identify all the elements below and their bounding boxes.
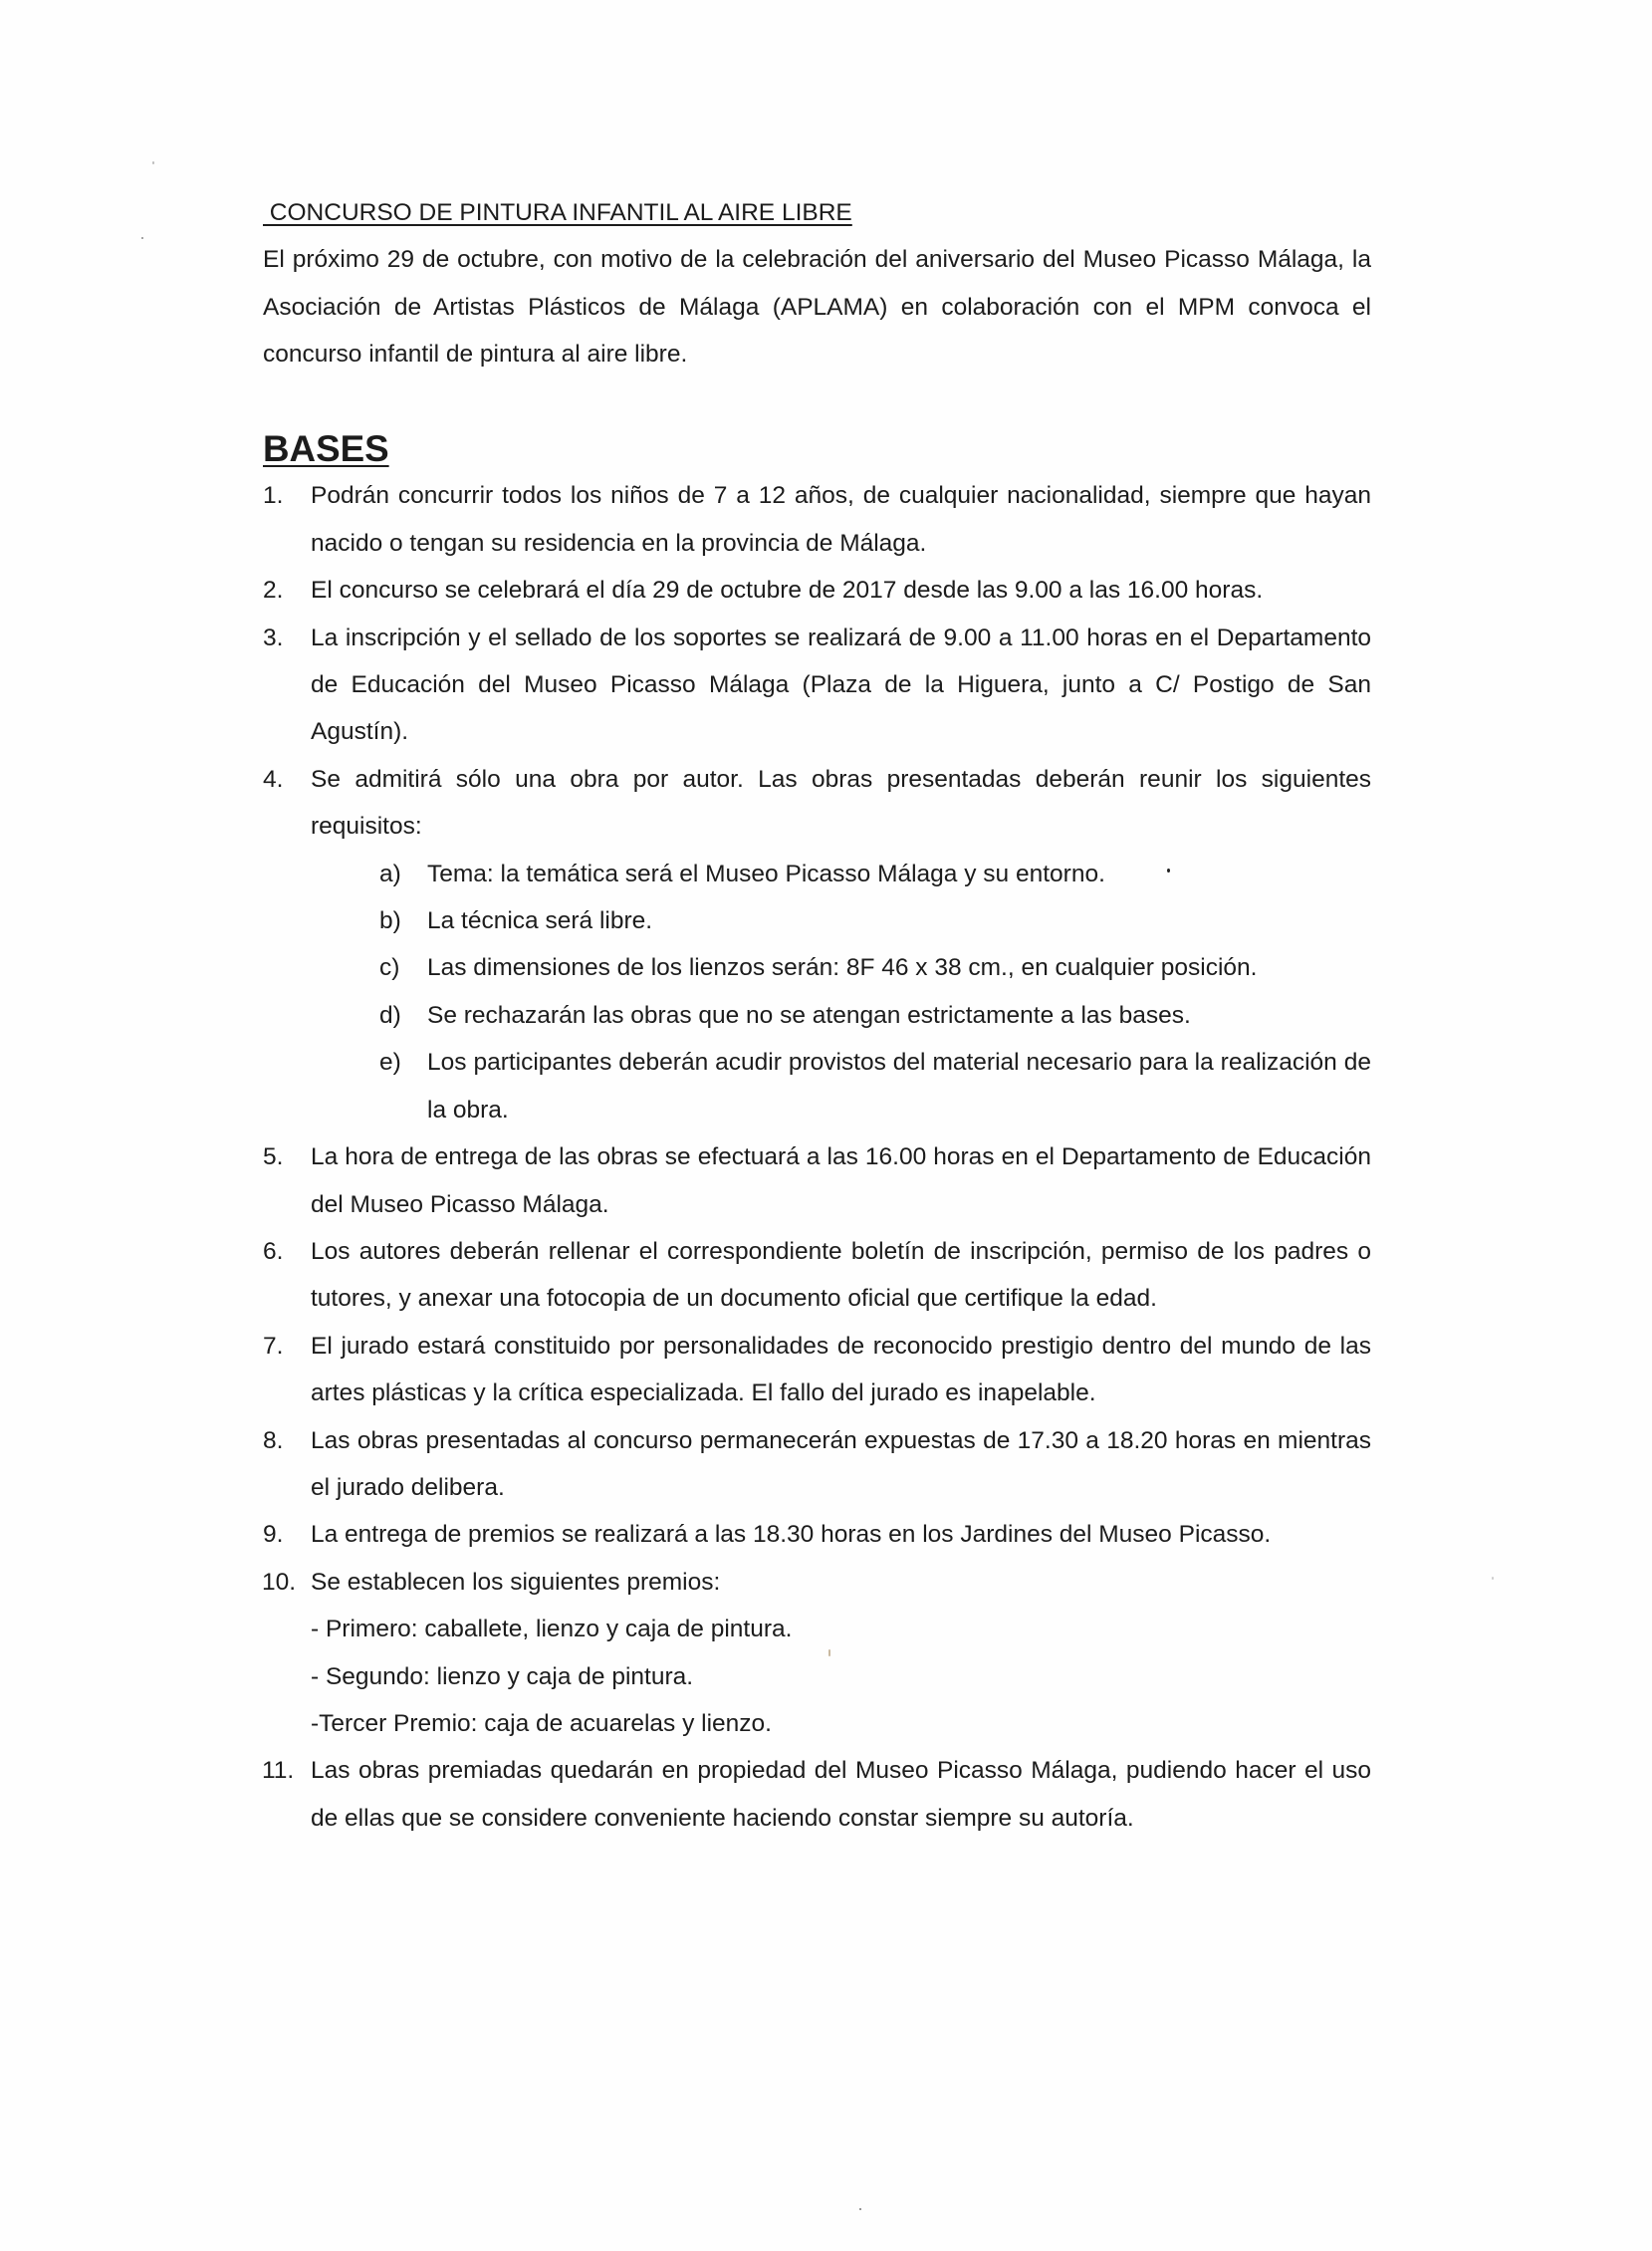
rule-number: 9. — [263, 1521, 284, 1549]
rule-item — [263, 1747, 1371, 1842]
rule-number: 3. — [263, 624, 284, 651]
rule-text: Se admitirá sólo una obra por autor. Las obras presentadas deberán reunir los siguientes requisitos: — [311, 765, 1371, 841]
rule-text: Los autores deberán rellenar el correspondiente boletín de inscripción, permiso de los padres o tutores, y anexar una fotocopia de un documento oficial que certifique la edad. — [311, 1237, 1371, 1313]
prize-first: - Primero: caballete, lienzo y caja de pintura. — [311, 1616, 793, 1643]
prize-third: -Tercer Premio: caja de acuarelas y lienzo. — [311, 1709, 772, 1737]
scan-speck — [1492, 1577, 1494, 1580]
scan-speck — [141, 237, 143, 239]
rule-number: 4. — [263, 765, 284, 793]
document-body — [263, 189, 1371, 1842]
scan-speck — [859, 2208, 861, 2210]
rule-item — [263, 615, 1371, 756]
requirement-letter: e) — [379, 1049, 401, 1077]
rule-number: 10. — [262, 1568, 297, 1596]
requirement-item — [379, 1039, 1371, 1133]
rules-list — [263, 472, 1371, 850]
intro-paragraph: El próximo 29 de octubre, con motivo de la celebración del aniversario del Museo Picasso Málaga, la Asociación de Artistas Plásticos de Málaga (APLAMA) en colaboración con el MPM convoca el concurso infantil de pintura al aire libre. — [263, 246, 1371, 369]
rule-item — [263, 567, 1371, 614]
rule-item — [263, 1133, 1371, 1228]
rule-text: Podrán concurrir todos los niños de 7 a 12 años, de cualquier nacionalidad, siempre que hayan nacido o tengan su residencia en la provincia de Málaga. — [311, 482, 1371, 557]
rule-text: La hora de entrega de las obras se efectuará a las 16.00 horas en el Departamento de Educación del Museo Picasso Málaga. — [311, 1143, 1371, 1218]
rule-item — [263, 756, 1371, 851]
rule-item — [263, 1511, 1371, 1558]
requirement-item — [379, 992, 1371, 1039]
requirement-text: Se rechazarán las obras que no se atengan estrictamente a las bases. — [427, 1001, 1191, 1029]
rule-text: Las obras presentadas al concurso permanecerán expuestas de 17.30 a 18.20 horas en mientras el jurado delibera. — [311, 1426, 1371, 1501]
rule-item — [263, 1323, 1371, 1417]
rules-list-continued — [263, 1133, 1371, 1842]
rule-number: 2. — [263, 577, 284, 605]
rule-number: 8. — [263, 1426, 284, 1454]
rule-number: 5. — [263, 1143, 284, 1171]
rule-item — [263, 472, 1371, 567]
rule-text: El jurado estará constituido por personalidades de reconocido prestigio dentro del mundo de las artes plásticas y la crítica especializada. El fallo del jurado es inapelable. — [311, 1332, 1371, 1407]
rule-number: 6. — [263, 1237, 284, 1265]
requirement-letter: a) — [379, 860, 401, 887]
requirement-item — [379, 851, 1371, 897]
requirements-sublist — [263, 851, 1371, 1133]
rule-number: 11. — [262, 1757, 295, 1785]
scan-speck — [828, 1649, 830, 1656]
requirement-item — [379, 897, 1371, 944]
requirement-letter: b) — [379, 907, 401, 935]
bases-heading: BASES — [263, 428, 389, 470]
rule-item — [263, 1559, 1371, 1748]
requirement-text: Tema: la temática será el Museo Picasso Málaga y su entorno. — [427, 860, 1105, 887]
requirement-letter: c) — [379, 954, 400, 982]
rule-text: La entrega de premios se realizará a las 18.30 horas en los Jardines del Museo Picasso. — [311, 1521, 1272, 1549]
requirement-text: Los participantes deberán acudir provistos del material necesario para la realización de la obra. — [427, 1049, 1371, 1124]
scan-speck — [1167, 869, 1170, 873]
requirement-text: La técnica será libre. — [427, 907, 653, 935]
document-title: CONCURSO DE PINTURA INFANTIL AL AIRE LIBRE — [263, 199, 852, 226]
rule-number: 1. — [263, 482, 284, 510]
scan-speck — [152, 161, 154, 164]
rule-text: Las obras premiadas quedarán en propiedad del Museo Picasso Málaga, pudiendo hacer el uso de ellas que se considere conveniente haciendo constar siempre su autoría. — [311, 1757, 1371, 1832]
rule-number: 7. — [263, 1332, 284, 1360]
requirement-letter: d) — [379, 1001, 401, 1029]
blank-line — [263, 378, 1371, 425]
rule-text: La inscripción y el sellado de los soportes se realizará de 9.00 a 11.00 horas en el Departamento de Educación del Museo Picasso Málaga (Plaza de la Higuera, junto a C/ Postigo de San Agustín). — [311, 624, 1371, 746]
rule-item — [263, 1417, 1371, 1512]
requirement-item — [379, 944, 1371, 991]
rule-text: El concurso se celebrará el día 29 de octubre de 2017 desde las 9.00 a las 16.00 horas. — [311, 577, 1264, 605]
rule-text: Se establecen los siguientes premios: — [311, 1568, 721, 1596]
requirement-text: Las dimensiones de los lienzos serán: 8F 46 x 38 cm., en cualquier posición. — [427, 954, 1258, 982]
rule-item — [263, 1228, 1371, 1323]
prize-second: - Segundo: lienzo y caja de pintura. — [311, 1662, 694, 1690]
